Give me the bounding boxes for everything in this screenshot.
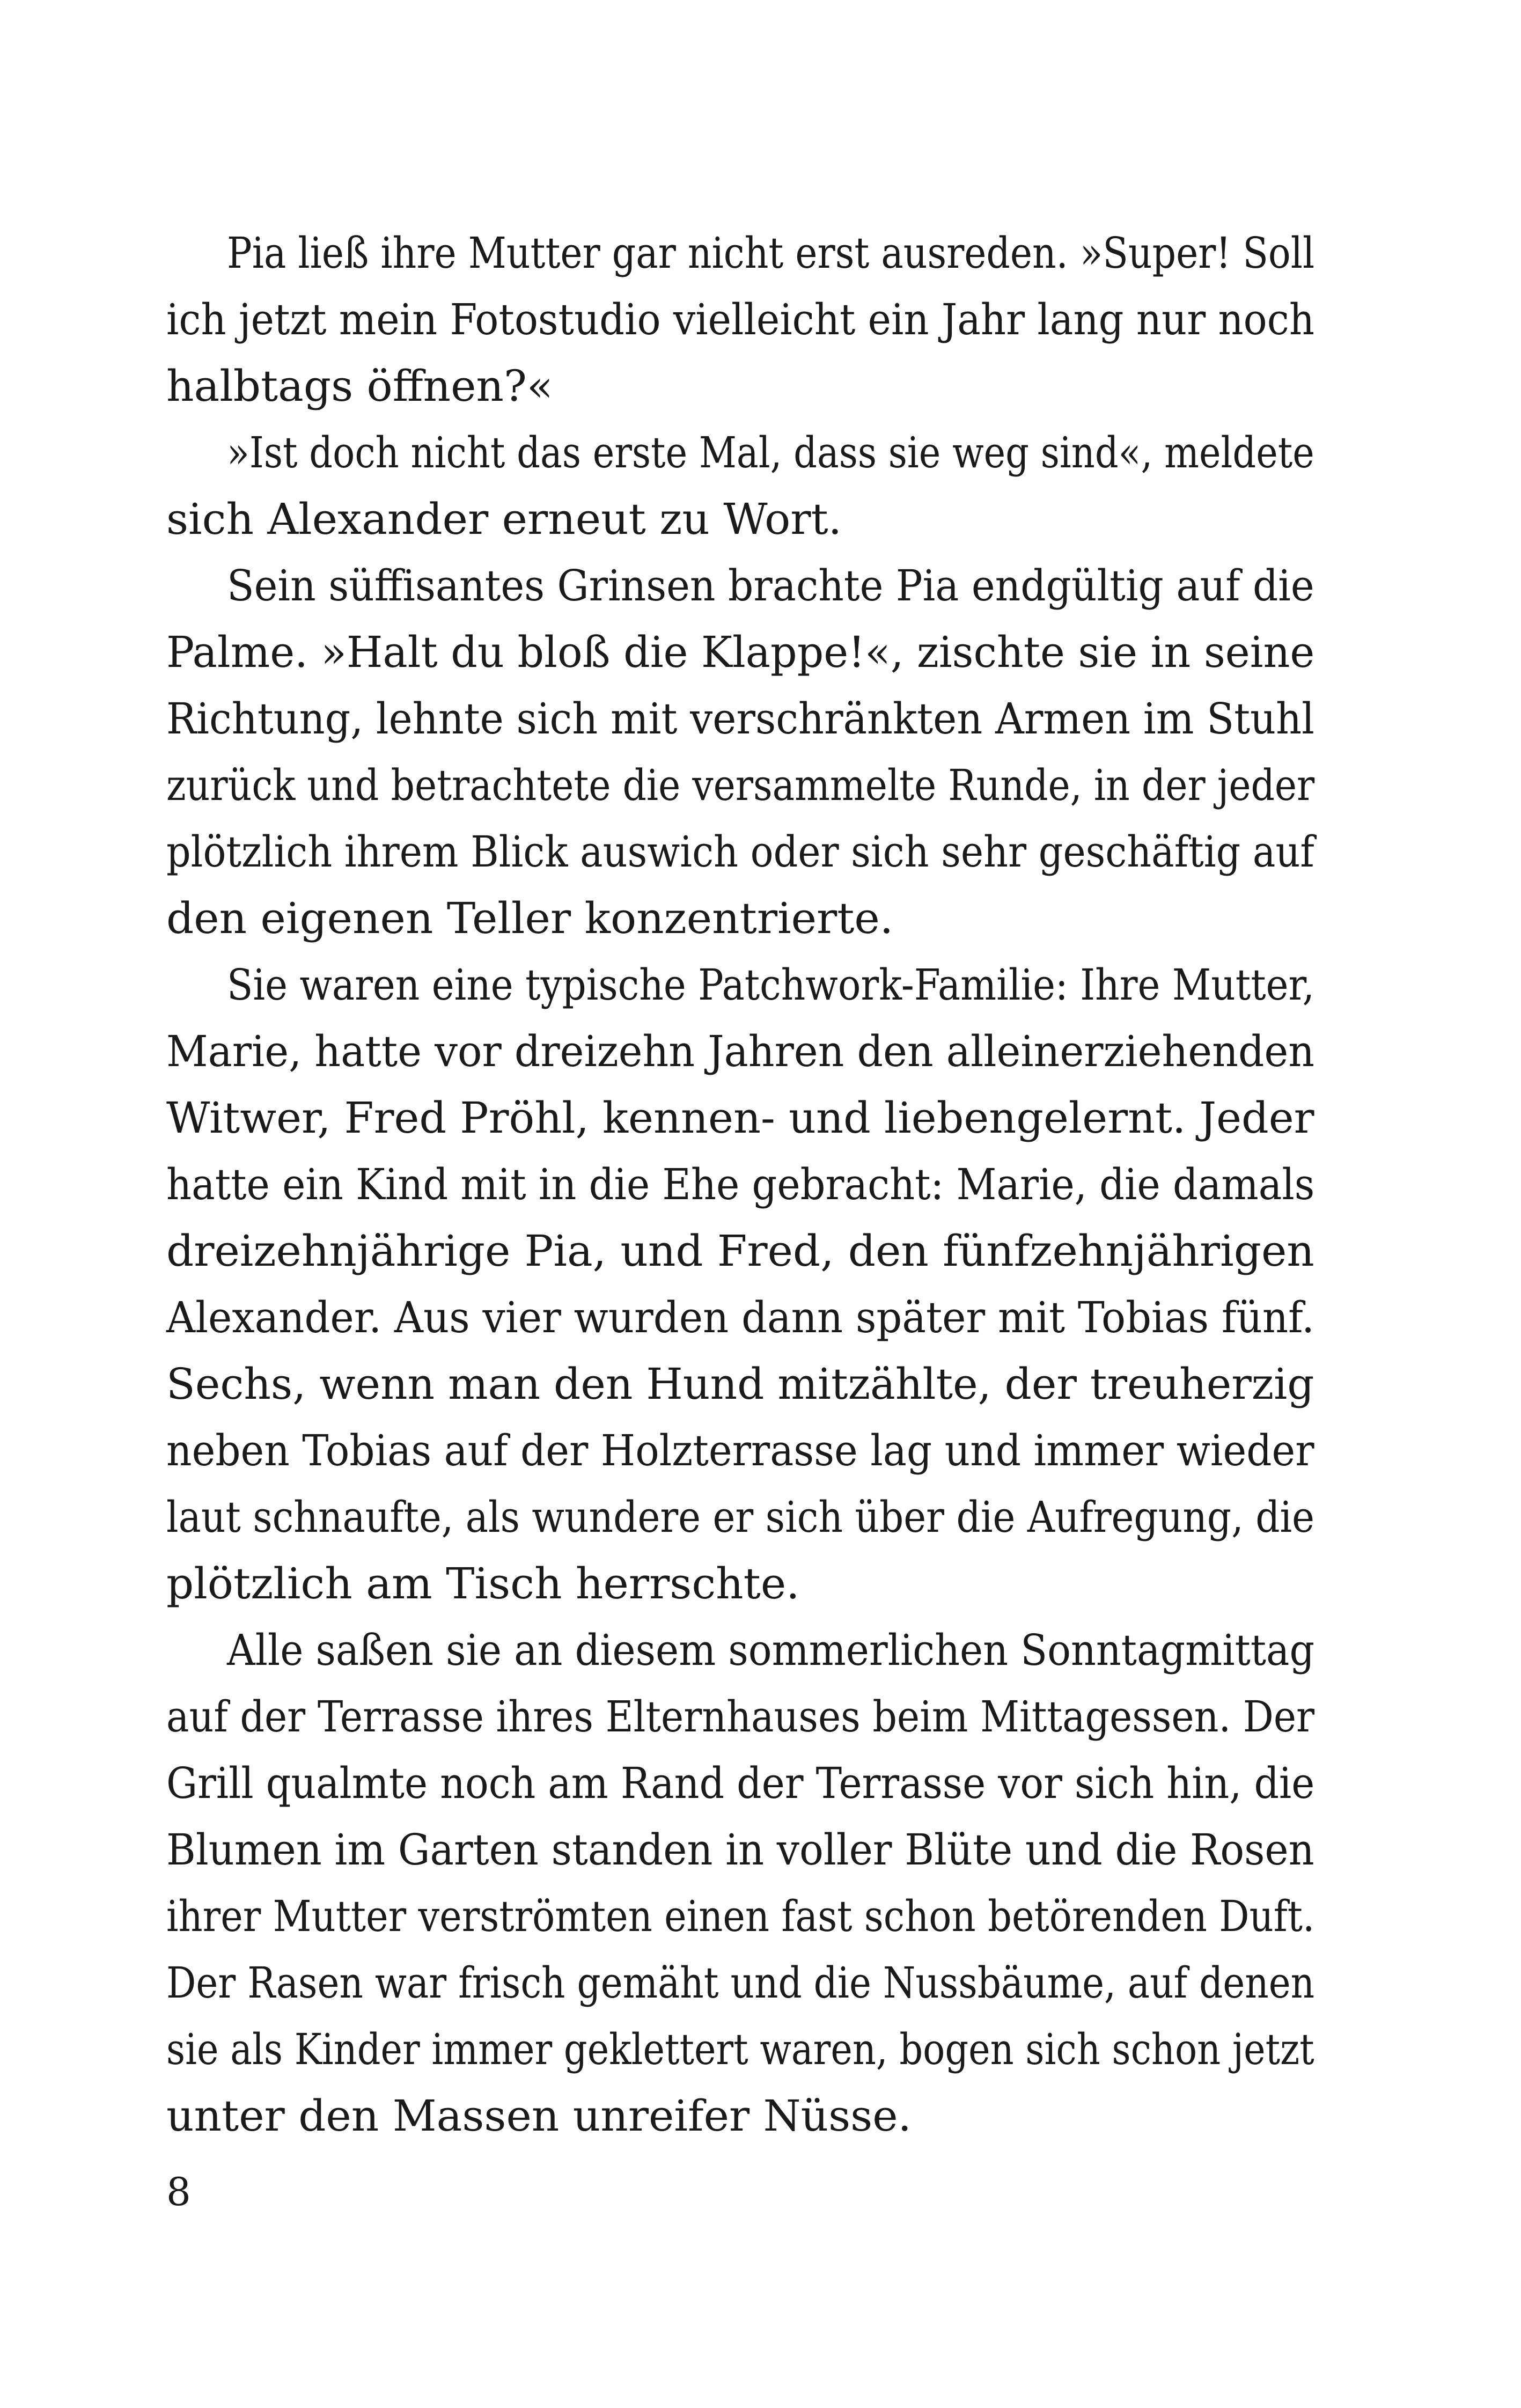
text-line: Sein süffisantes Grinsen brachte Pia endgültig auf die [227,561,1314,611]
text-line: Sie waren eine typische Patchwork-Familie: Ihre Mutter, [227,960,1315,1010]
text-line: Sechs, wenn man den Hund mitzählte, der treuherzig [166,1359,1314,1409]
text-line: »Ist doch nicht das erste Mal, dass sie weg sind«, meldete [227,428,1314,478]
text-line: ich jetzt mein Fotostudio vielleicht ein Jahr lang nur noch [166,295,1314,344]
page-number: 8 [166,2169,191,2214]
text-line: dreizehnjährige Pia, und Fred, den fünfzehnjährigen [166,1226,1314,1276]
text-line: halbtags öffnen?« [166,361,553,411]
text-line: Pia ließ ihre Mutter gar nicht erst ausreden. »Super! Soll [227,228,1315,278]
text-line: neben Tobias auf der Holzterrasse lag und immer wieder [166,1426,1314,1475]
text-line: hatte ein Kind mit in die Ehe gebracht: Marie, die damals [166,1159,1315,1209]
text-line: Grill qualmte noch am Rand der Terrasse vor sich hin, die [166,1758,1315,1808]
text-line: sie als Kinder immer geklettert waren, bogen sich schon jetzt [166,2024,1314,2074]
text-line: Witwer, Fred Pröhl, kennen- und liebengelernt. Jeder [166,1093,1314,1143]
text-line: plötzlich am Tisch herrschte. [166,1559,800,1609]
text-line: Marie, hatte vor dreizehn Jahren den alleinerziehenden [166,1026,1315,1076]
text-line: auf der Terrasse ihres Elternhauses beim Mittagessen. Der [166,1692,1315,1742]
text-line: ihrer Mutter verströmten einen fast schon betörenden Duft. [166,1891,1315,1941]
text-line: laut schnaufte, als wundere er sich über die Aufregung, die [166,1492,1315,1542]
text-line: Alle saßen sie an diesem sommerlichen Sonntagmittag [227,1625,1315,1675]
text-line: sich Alexander erneut zu Wort. [166,494,842,544]
text-line: Richtung, lehnte sich mit verschränkten Armen im Stuhl [166,694,1314,744]
text-line: Blumen im Garten standen in voller Blüte und die Rosen [166,1825,1314,1875]
text-line: zurück und betrachtete die versammelte Runde, in der jeder [166,760,1315,810]
text-line: unter den Massen unreifer Nüsse. [166,2091,912,2141]
text-line: Der Rasen war frisch gemäht und die Nussbäume, auf denen [166,1958,1315,2008]
text-line: plötzlich ihrem Blick auswich oder sich sehr geschäftig auf [166,827,1314,877]
text-line: Palme. »Halt du bloß die Klappe!«, zischte sie in seine [166,627,1315,677]
text-line: Alexander. Aus vier wurden dann später mit Tobias fünf. [166,1293,1314,1342]
text-line: den eigenen Teller konzentrierte. [166,893,894,943]
